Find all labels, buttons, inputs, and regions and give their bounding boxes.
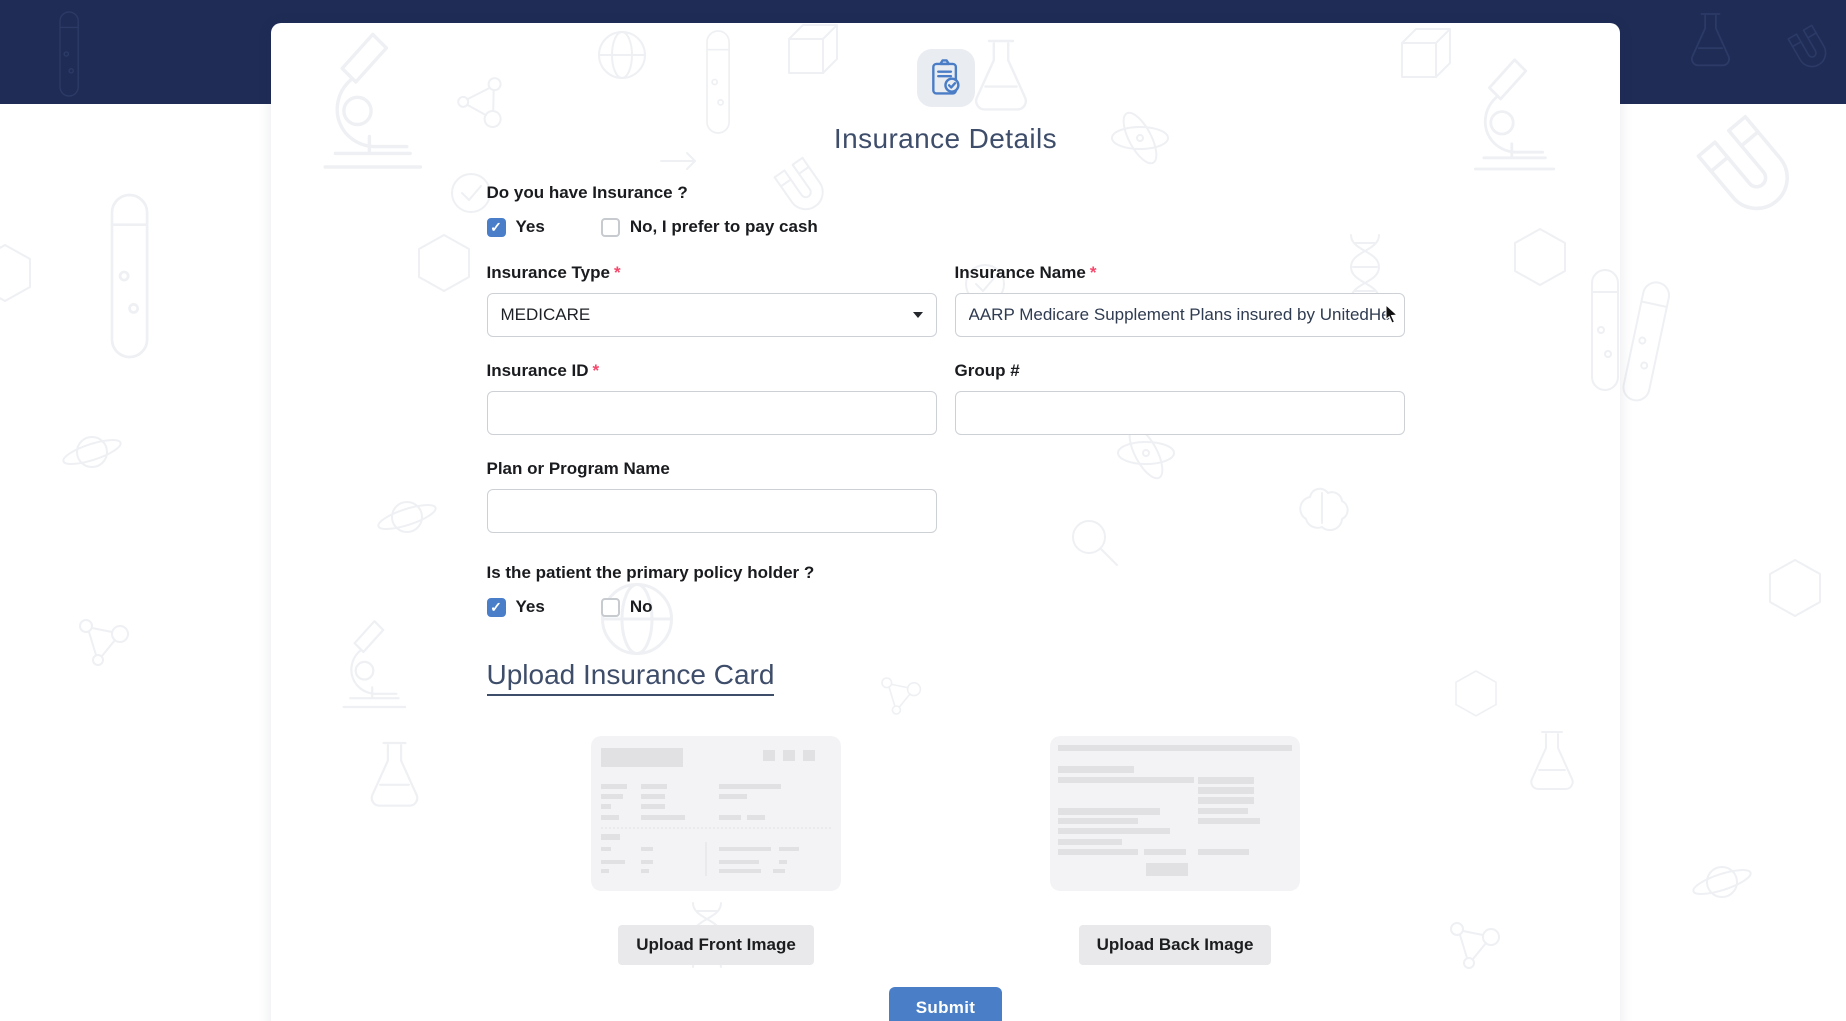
insurance-form	[487, 183, 1405, 1021]
checkbox-no-cash[interactable]	[601, 218, 620, 237]
insurance-card-front-placeholder	[591, 736, 841, 891]
upload-back-column	[946, 736, 1405, 965]
checkbox-yes[interactable]	[487, 218, 506, 237]
insurance-details-card	[271, 23, 1620, 1021]
insurance-question-options	[487, 217, 1405, 237]
insurance-type-label: Insurance Type *	[486, 263, 621, 282]
insurance-type-value: MEDICARE	[500, 305, 591, 324]
checkbox-holder-yes-label: Yes	[515, 597, 545, 616]
primary-holder-question-label: Is the patient the primary policy holder ?	[486, 563, 815, 582]
checkbox-holder-no-label: No	[629, 597, 653, 616]
primary-holder-options	[487, 597, 1405, 617]
clipboard-check-icon	[917, 49, 975, 107]
required-asterisk: *	[592, 361, 600, 380]
group-number-group	[955, 361, 1405, 435]
checkbox-option-holder-yes[interactable]	[487, 597, 545, 617]
required-asterisk: *	[1089, 263, 1097, 282]
checkbox-option-yes[interactable]	[487, 217, 545, 237]
required-asterisk: *	[613, 263, 621, 282]
insurance-name-group	[955, 263, 1405, 337]
insurance-id-input[interactable]	[487, 391, 937, 435]
submit-row	[487, 987, 1405, 1021]
plan-name-group	[487, 459, 937, 533]
group-number-label: Group #	[954, 361, 1020, 380]
checkbox-option-no-cash[interactable]	[601, 217, 818, 237]
insurance-type-group	[487, 263, 937, 337]
insurance-name-label: Insurance Name *	[954, 263, 1097, 282]
insurance-type-select[interactable]	[487, 293, 937, 337]
checkbox-option-holder-no[interactable]	[601, 597, 653, 617]
insurance-id-label: Insurance ID *	[486, 361, 600, 380]
upload-front-column	[487, 736, 946, 965]
plan-name-label: Plan or Program Name	[486, 459, 670, 478]
plan-name-input[interactable]	[487, 489, 937, 533]
checkbox-holder-yes[interactable]	[487, 598, 506, 617]
caret-down-icon	[913, 312, 923, 318]
insurance-question-label: Do you have Insurance ?	[486, 183, 688, 202]
insurance-id-group	[487, 361, 937, 435]
checkbox-yes-label: Yes	[515, 217, 545, 236]
upload-front-button[interactable]: Upload Front Image	[618, 925, 814, 965]
upload-row	[487, 736, 1405, 965]
checkbox-no-cash-label: No, I prefer to pay cash	[629, 217, 818, 236]
submit-button[interactable]: Submit	[889, 987, 1002, 1021]
insurance-card-back-placeholder	[1050, 736, 1300, 891]
page-title: Insurance Details	[833, 123, 1058, 154]
checkbox-holder-no[interactable]	[601, 598, 620, 617]
upload-back-button[interactable]: Upload Back Image	[1079, 925, 1272, 965]
mouse-cursor	[1384, 304, 1400, 324]
upload-section-heading: Upload Insurance Card	[487, 659, 1405, 696]
group-number-input[interactable]	[955, 391, 1405, 435]
insurance-name-input[interactable]	[955, 293, 1405, 337]
